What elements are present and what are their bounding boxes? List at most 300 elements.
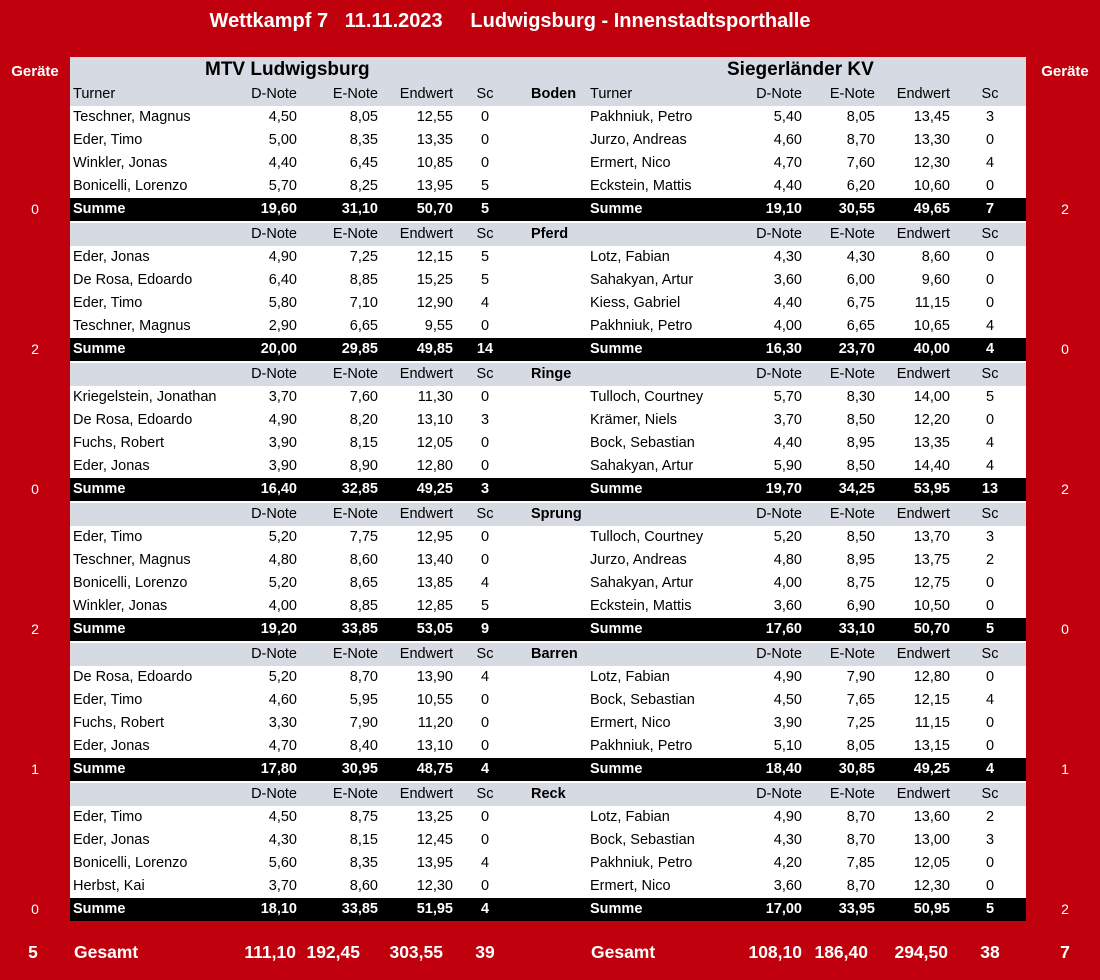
left-geraete-label: Geräte [11, 63, 59, 80]
left-d-note: 3,70 [268, 878, 297, 894]
right-total-d: 108,10 [748, 942, 802, 962]
left-apparatus-points: 2 [31, 341, 39, 357]
right-endwert: 14,00 [913, 389, 950, 405]
right-apparatus-points: 2 [1061, 201, 1069, 217]
left-col-d-note: D-Note [251, 226, 297, 242]
left-gymnast-name: Eder, Jonas [73, 832, 150, 848]
left-gymnast-name: Teschner, Magnus [73, 552, 191, 568]
right-endwert: 11,15 [914, 295, 950, 311]
left-gymnast-name: Kriegelstein, Jonathan [73, 389, 217, 405]
left-e-note: 8,85 [349, 272, 378, 288]
page-title: Wettkampf 7 11.11.2023 Ludwigsburg - Innenstadtsporthalle [209, 10, 811, 32]
table-row [70, 269, 1026, 292]
right-e-note: 6,20 [846, 178, 875, 194]
right-sc: 0 [985, 855, 995, 871]
right-d-note: 4,20 [773, 855, 802, 871]
left-endwert: 13,85 [416, 575, 453, 591]
right-gymnast-name: Bock, Sebastian [590, 692, 695, 708]
right-d-note: 4,60 [773, 132, 802, 148]
right-total-label: Gesamt [591, 942, 656, 962]
right-sc: 2 [985, 809, 995, 825]
left-summe-sc: 5 [480, 201, 490, 217]
left-apparatus-points: 0 [31, 481, 39, 497]
right-e-note: 7,25 [846, 715, 875, 731]
left-d-note: 4,40 [268, 155, 297, 171]
left-gymnast-name: Bonicelli, Lorenzo [73, 855, 188, 871]
right-endwert: 10,65 [913, 318, 950, 334]
right-summe-d: 17,60 [765, 621, 802, 637]
right-sc: 4 [985, 458, 995, 474]
left-total-d: 111,10 [244, 942, 296, 962]
left-e-note: 8,60 [349, 878, 378, 894]
right-endwert: 10,50 [913, 598, 950, 614]
left-e-note: 8,75 [349, 809, 378, 825]
right-col-e-note: E-Note [829, 366, 875, 382]
table-row [70, 455, 1026, 478]
right-e-note: 8,50 [846, 412, 875, 428]
left-col-sc: Sc [476, 506, 494, 522]
right-d-note: 4,00 [773, 318, 802, 334]
right-sc: 4 [985, 435, 995, 451]
right-summe-endwert: 50,70 [913, 621, 950, 637]
right-total-sc: 38 [980, 942, 1000, 962]
left-total-label: Gesamt [74, 942, 139, 962]
left-e-note: 7,90 [349, 715, 378, 731]
left-summe-endwert: 49,85 [416, 341, 453, 357]
apparatus-name: Sprung [531, 506, 582, 522]
right-col-e-note: E-Note [829, 506, 875, 522]
right-sc: 0 [985, 178, 995, 194]
left-summe-d: 18,10 [260, 901, 297, 917]
table-row [70, 549, 1026, 572]
left-d-note: 3,90 [268, 458, 297, 474]
right-summe-label: Summe [590, 621, 643, 637]
left-d-note: 5,20 [268, 529, 297, 545]
left-e-note: 8,20 [349, 412, 378, 428]
left-e-note: 8,65 [349, 575, 378, 591]
right-endwert: 8,60 [921, 249, 950, 265]
left-d-note: 3,30 [268, 715, 297, 731]
left-d-note: 4,70 [268, 738, 297, 754]
right-endwert: 12,05 [913, 855, 950, 871]
right-summe-sc: 13 [981, 481, 999, 497]
right-gymnast-name: Lotz, Fabian [590, 669, 670, 685]
right-apparatus-points: 1 [1061, 761, 1069, 777]
left-team-name: MTV Ludwigsburg [205, 59, 370, 80]
right-endwert: 13,45 [913, 109, 950, 125]
right-e-note: 8,50 [846, 458, 875, 474]
left-d-note: 4,60 [268, 692, 297, 708]
right-summe-sc: 4 [985, 341, 995, 357]
right-d-note: 4,50 [773, 692, 802, 708]
right-d-note: 4,80 [773, 552, 802, 568]
right-gymnast-name: Lotz, Fabian [590, 249, 670, 265]
right-endwert: 13,35 [913, 435, 950, 451]
left-col-sc: Sc [476, 86, 494, 102]
left-d-note: 3,70 [268, 389, 297, 405]
left-gymnast-name: Winkler, Jonas [73, 598, 168, 614]
right-sc: 4 [985, 692, 995, 708]
left-e-note: 8,15 [349, 435, 378, 451]
right-team-name: Siegerländer KV [727, 59, 874, 80]
table-row [70, 152, 1026, 175]
left-endwert: 13,90 [416, 669, 453, 685]
table-row [70, 386, 1026, 409]
table-row [70, 526, 1026, 549]
left-d-note: 5,20 [268, 669, 297, 685]
left-summe-e: 31,10 [341, 201, 378, 217]
left-endwert: 12,15 [416, 249, 453, 265]
left-d-note: 5,70 [268, 178, 297, 194]
right-gymnast-name: Krämer, Niels [590, 412, 678, 428]
left-e-note: 8,90 [349, 458, 378, 474]
right-e-note: 6,65 [846, 318, 875, 334]
left-endwert: 11,30 [417, 389, 453, 405]
left-summe-label: Summe [73, 201, 126, 217]
left-gymnast-name: Teschner, Magnus [73, 109, 191, 125]
right-apparatus-points: 0 [1061, 621, 1069, 637]
left-summe-d: 16,40 [260, 481, 297, 497]
left-summe-sc: 4 [480, 761, 490, 777]
right-summe-e: 30,55 [838, 201, 875, 217]
right-gymnast-name: Ermert, Nico [590, 878, 671, 894]
left-summe-sc: 9 [480, 621, 490, 637]
left-col-endwert: Endwert [399, 786, 453, 802]
right-summe-endwert: 49,25 [913, 761, 950, 777]
right-summe-e: 33,10 [838, 621, 875, 637]
right-gymnast-name: Pakhniuk, Petro [590, 318, 693, 334]
left-sc: 0 [480, 738, 490, 754]
right-d-note: 3,60 [773, 598, 802, 614]
right-col-sc: Sc [981, 366, 999, 382]
left-gymnast-name: Teschner, Magnus [73, 318, 191, 334]
right-col-endwert: Endwert [896, 226, 950, 242]
left-sc: 5 [480, 272, 490, 288]
left-col-d-note: D-Note [251, 786, 297, 802]
left-e-note: 8,35 [349, 132, 378, 148]
left-col-sc: Sc [476, 366, 494, 382]
right-geraete-label: Geräte [1041, 63, 1089, 80]
right-summe-endwert: 50,95 [913, 901, 950, 917]
right-sc: 0 [985, 132, 995, 148]
left-endwert: 10,85 [416, 155, 453, 171]
left-sc: 0 [480, 529, 490, 545]
right-d-note: 3,70 [773, 412, 802, 428]
left-sc: 5 [480, 249, 490, 265]
left-gymnast-name: Eder, Timo [73, 295, 143, 311]
right-col-d-note: D-Note [756, 786, 802, 802]
apparatus-header-row [70, 783, 1026, 806]
left-gymnast-name: Eder, Timo [73, 529, 143, 545]
left-summe-sc: 4 [480, 901, 490, 917]
left-apparatus-points: 0 [31, 901, 39, 917]
left-endwert: 13,40 [416, 552, 453, 568]
right-d-note: 5,20 [773, 529, 802, 545]
right-endwert: 11,15 [914, 715, 950, 731]
left-endwert: 12,55 [416, 109, 453, 125]
left-summe-endwert: 48,75 [416, 761, 453, 777]
left-gymnast-name: Eder, Timo [73, 692, 143, 708]
left-gymnast-name: Eder, Timo [73, 809, 143, 825]
right-summe-label: Summe [590, 761, 643, 777]
left-e-note: 8,05 [349, 109, 378, 125]
summe-row [70, 618, 1026, 641]
left-summe-label: Summe [73, 481, 126, 497]
right-col-sc: Sc [981, 646, 999, 662]
right-d-note: 4,40 [773, 295, 802, 311]
right-summe-e: 34,25 [838, 481, 875, 497]
left-endwert: 13,35 [416, 132, 453, 148]
right-e-note: 7,85 [846, 855, 875, 871]
right-endwert: 14,40 [913, 458, 950, 474]
right-col-endwert: Endwert [896, 786, 950, 802]
right-sc: 0 [985, 715, 995, 731]
left-d-note: 3,90 [268, 435, 297, 451]
left-gymnast-name: De Rosa, Edoardo [73, 272, 193, 288]
left-endwert: 12,05 [416, 435, 453, 451]
right-e-note: 8,95 [846, 435, 875, 451]
right-gymnast-name: Sahakyan, Artur [590, 458, 694, 474]
left-endwert: 10,55 [416, 692, 453, 708]
results-table [70, 57, 1026, 921]
right-summe-label: Summe [590, 901, 643, 917]
right-endwert: 13,60 [913, 809, 950, 825]
left-sc: 0 [480, 832, 490, 848]
left-col-e-note: E-Note [332, 786, 378, 802]
right-summe-sc: 4 [985, 761, 995, 777]
left-sc: 4 [480, 669, 490, 685]
right-gymnast-name: Jurzo, Andreas [590, 552, 687, 568]
left-total-e: 192,45 [306, 942, 360, 962]
left-summe-label: Summe [73, 621, 126, 637]
left-sc: 0 [480, 435, 490, 451]
left-sc: 0 [480, 458, 490, 474]
right-col-e-note: E-Note [829, 86, 875, 102]
left-sc: 0 [480, 389, 490, 405]
left-endwert: 13,10 [416, 412, 453, 428]
right-sc: 4 [985, 318, 995, 334]
left-e-note: 8,25 [349, 178, 378, 194]
table-row [70, 829, 1026, 852]
left-d-note: 5,00 [268, 132, 297, 148]
right-col-sc: Sc [981, 86, 999, 102]
right-sc: 0 [985, 738, 995, 754]
table-row [70, 852, 1026, 875]
right-apparatus-points: 2 [1061, 481, 1069, 497]
left-summe-e: 33,85 [341, 901, 378, 917]
left-d-note: 6,40 [268, 272, 297, 288]
table-row [70, 432, 1026, 455]
left-summe-sc: 14 [476, 341, 494, 357]
left-endwert: 13,95 [416, 855, 453, 871]
left-gymnast-name: De Rosa, Edoardo [73, 669, 193, 685]
left-endwert: 13,25 [416, 809, 453, 825]
left-d-note: 4,80 [268, 552, 297, 568]
right-gymnast-name: Bock, Sebastian [590, 832, 695, 848]
left-sc: 4 [480, 855, 490, 871]
left-endwert: 11,20 [417, 715, 453, 731]
summe-row [70, 758, 1026, 781]
left-col-sc: Sc [476, 786, 494, 802]
right-e-note: 8,70 [846, 132, 875, 148]
left-summe-e: 29,85 [341, 341, 378, 357]
left-col-e-note: E-Note [332, 226, 378, 242]
left-summe-sc: 3 [480, 481, 490, 497]
right-endwert: 13,75 [913, 552, 950, 568]
right-sc: 3 [985, 529, 995, 545]
right-summe-endwert: 49,65 [913, 201, 950, 217]
right-summe-endwert: 40,00 [913, 341, 950, 357]
right-gymnast-name: Eckstein, Mattis [590, 178, 692, 194]
left-apparatus-points: 0 [31, 201, 39, 217]
left-gymnast-name: Herbst, Kai [73, 878, 145, 894]
right-d-note: 4,00 [773, 575, 802, 591]
left-e-note: 8,40 [349, 738, 378, 754]
left-summe-e: 33,85 [341, 621, 378, 637]
right-col-e-note: E-Note [829, 786, 875, 802]
right-endwert: 13,00 [913, 832, 950, 848]
right-col-endwert: Endwert [896, 86, 950, 102]
left-total-points: 5 [28, 942, 38, 962]
left-e-note: 7,75 [349, 529, 378, 545]
right-d-note: 4,40 [773, 178, 802, 194]
left-d-note: 5,20 [268, 575, 297, 591]
right-summe-sc: 5 [985, 621, 995, 637]
apparatus-header-row [70, 503, 1026, 526]
right-e-note: 7,65 [846, 692, 875, 708]
left-col-endwert: Endwert [399, 366, 453, 382]
apparatus-header-row [70, 83, 1026, 106]
right-summe-d: 19,70 [765, 481, 802, 497]
table-row [70, 129, 1026, 152]
summe-row [70, 338, 1026, 361]
right-col-endwert: Endwert [896, 366, 950, 382]
left-total-sc: 39 [475, 942, 495, 962]
right-endwert: 12,30 [913, 155, 950, 171]
left-col-sc: Sc [476, 646, 494, 662]
left-gymnast-name: Eder, Jonas [73, 458, 150, 474]
left-d-note: 5,60 [268, 855, 297, 871]
right-d-note: 4,30 [773, 249, 802, 265]
right-endwert: 10,60 [913, 178, 950, 194]
right-sc: 0 [985, 878, 995, 894]
summe-row [70, 478, 1026, 501]
right-summe-sc: 7 [985, 201, 995, 217]
right-sc: 0 [985, 575, 995, 591]
left-sc: 0 [480, 552, 490, 568]
table-row [70, 409, 1026, 432]
right-sc: 0 [985, 295, 995, 311]
right-total-end: 294,50 [894, 942, 948, 962]
right-gymnast-name: Ermert, Nico [590, 155, 671, 171]
right-summe-label: Summe [590, 481, 643, 497]
summe-row [70, 198, 1026, 221]
right-gymnast-name: Tulloch, Courtney [590, 529, 704, 545]
left-summe-endwert: 53,05 [416, 621, 453, 637]
left-sc: 0 [480, 715, 490, 731]
right-col-endwert: Endwert [896, 506, 950, 522]
right-col-turner: Turner [590, 86, 633, 102]
left-e-note: 6,65 [349, 318, 378, 334]
apparatus-name: Reck [531, 786, 566, 802]
left-sc: 0 [480, 809, 490, 825]
right-summe-label: Summe [590, 341, 643, 357]
right-col-e-note: E-Note [829, 226, 875, 242]
right-gymnast-name: Bock, Sebastian [590, 435, 695, 451]
right-d-note: 4,90 [773, 669, 802, 685]
left-endwert: 9,55 [424, 318, 453, 334]
left-d-note: 4,50 [268, 809, 297, 825]
right-sc: 3 [985, 109, 995, 125]
left-e-note: 8,60 [349, 552, 378, 568]
right-summe-d: 19,10 [765, 201, 802, 217]
right-sc: 0 [985, 272, 995, 288]
right-d-note: 3,60 [773, 272, 802, 288]
right-endwert: 13,70 [913, 529, 950, 545]
left-col-e-note: E-Note [332, 366, 378, 382]
apparatus-name: Pferd [531, 226, 569, 242]
right-sc: 4 [985, 155, 995, 171]
right-total-points: 7 [1060, 942, 1070, 962]
table-row [70, 666, 1026, 689]
left-gymnast-name: Bonicelli, Lorenzo [73, 178, 188, 194]
left-endwert: 12,85 [416, 598, 453, 614]
table-row [70, 712, 1026, 735]
left-col-turner: Turner [73, 86, 116, 102]
left-e-note: 5,95 [349, 692, 378, 708]
left-e-note: 8,85 [349, 598, 378, 614]
right-endwert: 9,60 [921, 272, 950, 288]
right-e-note: 8,30 [846, 389, 875, 405]
right-e-note: 4,30 [846, 249, 875, 265]
left-gymnast-name: Eder, Jonas [73, 738, 150, 754]
right-endwert: 12,20 [913, 412, 950, 428]
left-apparatus-points: 2 [31, 621, 39, 637]
right-sc: 0 [985, 412, 995, 428]
right-summe-e: 23,70 [838, 341, 875, 357]
right-total-e: 186,40 [814, 942, 868, 962]
table-row [70, 595, 1026, 618]
right-col-sc: Sc [981, 226, 999, 242]
left-endwert: 12,45 [416, 832, 453, 848]
right-d-note: 4,70 [773, 155, 802, 171]
summe-row [70, 898, 1026, 921]
right-col-endwert: Endwert [896, 646, 950, 662]
left-sc: 0 [480, 692, 490, 708]
table-row [70, 246, 1026, 269]
right-gymnast-name: Kiess, Gabriel [590, 295, 681, 311]
left-summe-label: Summe [73, 341, 126, 357]
left-e-note: 8,70 [349, 669, 378, 685]
left-e-note: 8,35 [349, 855, 378, 871]
left-sc: 4 [480, 295, 490, 311]
table-row [70, 875, 1026, 898]
right-summe-label: Summe [590, 201, 643, 217]
left-col-endwert: Endwert [399, 226, 453, 242]
left-col-endwert: Endwert [399, 646, 453, 662]
right-e-note: 7,60 [846, 155, 875, 171]
right-apparatus-points: 2 [1061, 901, 1069, 917]
right-d-note: 5,70 [773, 389, 802, 405]
right-endwert: 12,75 [913, 575, 950, 591]
left-d-note: 4,90 [268, 249, 297, 265]
left-col-e-note: E-Note [332, 506, 378, 522]
right-e-note: 6,75 [846, 295, 875, 311]
right-e-note: 8,05 [846, 109, 875, 125]
right-e-note: 8,95 [846, 552, 875, 568]
left-e-note: 8,15 [349, 832, 378, 848]
left-summe-label: Summe [73, 761, 126, 777]
